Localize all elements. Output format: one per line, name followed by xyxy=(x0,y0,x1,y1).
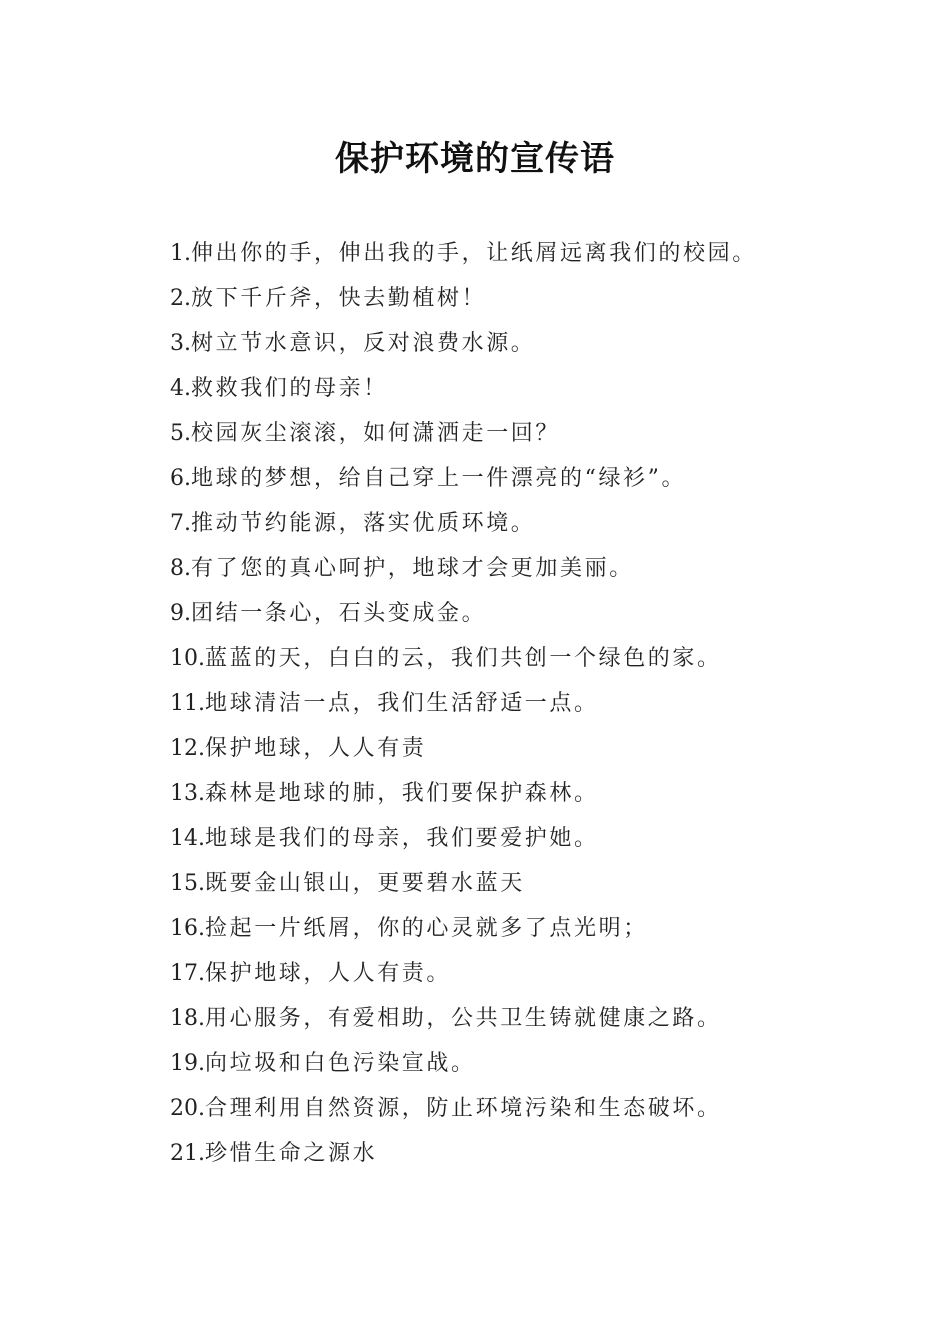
slogan-text: 伸出你的手，伸出我的手，让纸屑远离我们的校园。 xyxy=(191,241,757,266)
slogan-item xyxy=(170,591,890,636)
slogan-text: 保护地球，人人有责 xyxy=(205,736,427,761)
slogan-item xyxy=(170,951,890,996)
slogan-text: 推动节约能源，落实优质环境。 xyxy=(191,511,536,536)
slogan-item xyxy=(170,816,890,861)
slogan-number: 18. xyxy=(170,1006,205,1031)
slogan-number: 13. xyxy=(170,781,205,806)
slogan-text: 有了您的真心呵护，地球才会更加美丽。 xyxy=(191,556,634,581)
slogan-item xyxy=(170,321,890,366)
document-title: 保护环境的宣传语 xyxy=(335,139,615,179)
slogan-number: 20. xyxy=(170,1096,205,1121)
slogan-text: 既要金山银山，更要碧水蓝天 xyxy=(205,871,525,896)
slogan-item xyxy=(170,1131,890,1176)
slogan-text: 向垃圾和白色污染宣战。 xyxy=(205,1051,476,1076)
slogan-item xyxy=(170,1086,890,1131)
slogan-item xyxy=(170,861,890,906)
slogan-text: 蓝蓝的天，白白的云，我们共创一个绿色的家。 xyxy=(205,646,722,671)
slogan-item xyxy=(170,906,890,951)
slogan-list xyxy=(170,231,890,1176)
slogan-number: 15. xyxy=(170,871,205,896)
slogan-number: 4. xyxy=(170,376,191,401)
slogan-number: 16. xyxy=(170,916,205,941)
slogan-item xyxy=(170,996,890,1041)
slogan-item xyxy=(170,366,890,411)
slogan-item xyxy=(170,411,890,456)
slogan-text: 团结一条心，石头变成金。 xyxy=(191,601,487,626)
slogan-text: 树立节水意识，反对浪费水源。 xyxy=(191,331,536,356)
slogan-number: 12. xyxy=(170,736,205,761)
slogan-item xyxy=(170,681,890,726)
slogan-number: 8. xyxy=(170,556,191,581)
slogan-text: 珍惜生命之源水 xyxy=(205,1141,378,1166)
slogan-number: 7. xyxy=(170,511,191,536)
slogan-number: 14. xyxy=(170,826,205,851)
slogan-text: 放下千斤斧，快去勤植树！ xyxy=(191,286,487,311)
slogan-number: 1. xyxy=(170,241,191,266)
slogan-text: 救救我们的母亲！ xyxy=(191,376,388,401)
slogan-number: 11. xyxy=(170,691,205,716)
slogan-text: 地球是我们的母亲，我们要爱护她。 xyxy=(205,826,599,851)
slogan-text: 校园灰尘滚滚，如何潇洒走一回？ xyxy=(191,421,561,446)
slogan-item xyxy=(170,726,890,771)
slogan-item xyxy=(170,276,890,321)
slogan-item xyxy=(170,501,890,546)
slogan-text: 地球的梦想，给自己穿上一件漂亮的“绿衫”。 xyxy=(191,466,687,491)
slogan-number: 19. xyxy=(170,1051,205,1076)
slogan-item xyxy=(170,1041,890,1086)
slogan-number: 17. xyxy=(170,961,205,986)
slogan-item xyxy=(170,636,890,681)
slogan-text: 森林是地球的肺，我们要保护森林。 xyxy=(205,781,599,806)
slogan-number: 2. xyxy=(170,286,191,311)
slogan-item xyxy=(170,456,890,501)
slogan-text: 用心服务，有爱相助，公共卫生铸就健康之路。 xyxy=(205,1006,722,1031)
slogan-number: 5. xyxy=(170,421,191,446)
slogan-number: 6. xyxy=(170,466,191,491)
slogan-number: 21. xyxy=(170,1141,205,1166)
slogan-item xyxy=(170,231,890,276)
slogan-number: 9. xyxy=(170,601,191,626)
slogan-number: 3. xyxy=(170,331,191,356)
slogan-item xyxy=(170,546,890,591)
slogan-item xyxy=(170,771,890,816)
slogan-text: 地球清洁一点，我们生活舒适一点。 xyxy=(205,691,599,716)
slogan-text: 保护地球，人人有责。 xyxy=(205,961,452,986)
slogan-text: 合理利用自然资源，防止环境污染和生态破坏。 xyxy=(205,1096,722,1121)
slogan-text: 捡起一片纸屑，你的心灵就多了点光明； xyxy=(205,916,648,941)
slogan-number: 10. xyxy=(170,646,205,671)
